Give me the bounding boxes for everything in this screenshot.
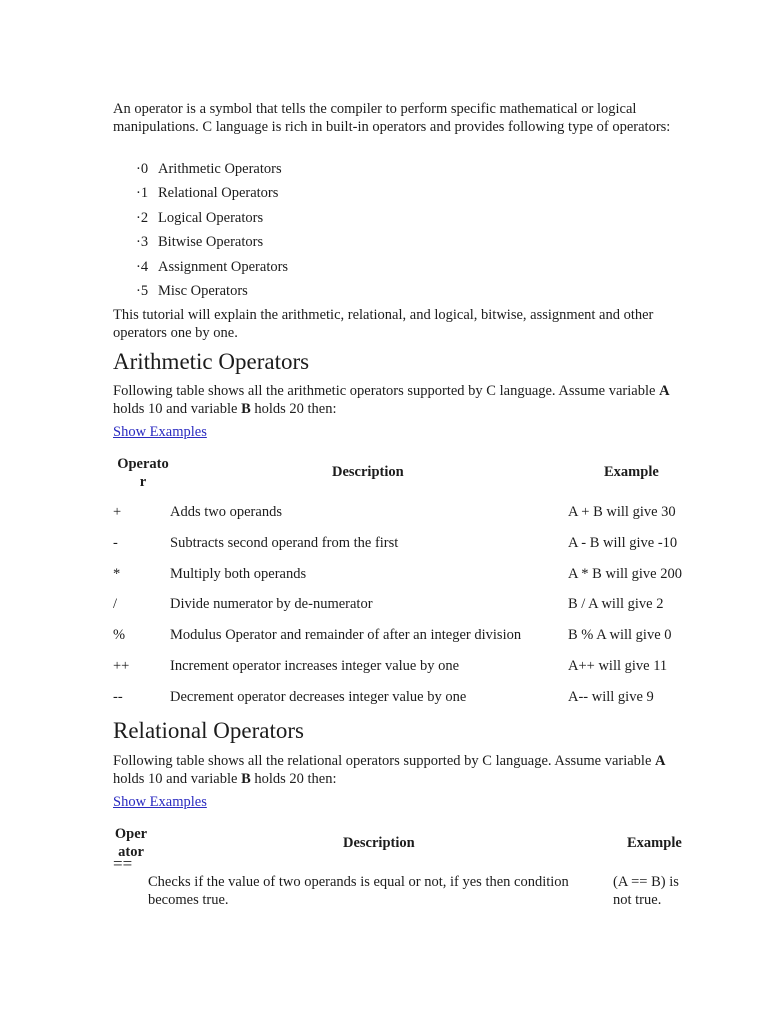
operator-cell: + — [113, 504, 122, 520]
description-cell: Subtracts second operand from the first — [170, 535, 399, 551]
header-operator: Operato r — [117, 456, 169, 490]
example-cell: A-- will give 9 — [568, 689, 654, 705]
relational-show-examples-link[interactable]: Show Examples — [113, 794, 207, 810]
header-description: Description — [343, 835, 415, 851]
intro-paragraph: An operator is a symbol that tells the compiler to perform specific mathematical or logical manipulations. C language is rich in built-in operators and provides following type of operators: — [113, 101, 671, 135]
list-item: ·3 Bitwise Operators — [136, 234, 264, 250]
operator-cell: == — [113, 854, 133, 873]
list-item: ·4 Assignment Operators — [136, 259, 289, 275]
arithmetic-heading: Arithmetic Operators — [113, 349, 310, 374]
operator-cell: * — [113, 566, 121, 582]
description-cell: Divide numerator by de-numerator — [170, 596, 373, 612]
description-cell: Increment operator increases integer value by one — [170, 658, 460, 674]
operator-cell: % — [113, 627, 126, 643]
intro-outro-paragraph: This tutorial will explain the arithmetic, relational, and logical, bitwise, assignment and other operators one by one. — [113, 307, 654, 341]
example-cell: A * B will give 200 — [568, 566, 682, 582]
list-item: ·2 Logical Operators — [136, 210, 264, 226]
operator-cell: - — [113, 535, 118, 551]
header-operator: Oper ator — [114, 826, 148, 860]
example-cell: B / A will give 2 — [568, 596, 664, 612]
example-cell: (A == B) is not true. — [613, 874, 679, 908]
example-cell: A + B will give 30 — [568, 504, 676, 520]
example-cell: A++ will give 11 — [568, 658, 668, 674]
header-description: Description — [332, 464, 404, 480]
relational-heading: Relational Operators — [113, 718, 304, 743]
example-cell: A - B will give -10 — [568, 535, 678, 551]
list-item: ·5 Misc Operators — [136, 283, 248, 299]
header-example: Example — [627, 835, 682, 851]
header-example: Example — [604, 464, 659, 480]
arithmetic-show-examples-link[interactable]: Show Examples — [113, 424, 207, 440]
description-cell: Multiply both operands — [170, 566, 307, 582]
operator-cell: ++ — [113, 658, 130, 674]
example-cell: B % A will give 0 — [568, 627, 672, 643]
description-cell: Checks if the value of two operands is equal or not, if yes then condition becomes true. — [148, 874, 569, 908]
arithmetic-description: Following table shows all the arithmetic operators supported by C language. Assume variable A holds 10 and variable B holds 20 then: — [113, 383, 670, 417]
list-item: ·1 Relational Operators — [136, 185, 279, 201]
relational-description: Following table shows all the relational operators supported by C language. Assume variable A holds 10 and variable B holds 20 then: — [113, 753, 666, 787]
operator-cell: / — [113, 596, 118, 612]
list-item: ·0 Arithmetic Operators — [136, 161, 282, 177]
operator-cell: -- — [113, 689, 123, 705]
description-cell: Adds two operands — [170, 504, 282, 520]
description-cell: Modulus Operator and remainder of after an integer division — [170, 627, 522, 643]
description-cell: Decrement operator decreases integer value by one — [170, 689, 467, 705]
